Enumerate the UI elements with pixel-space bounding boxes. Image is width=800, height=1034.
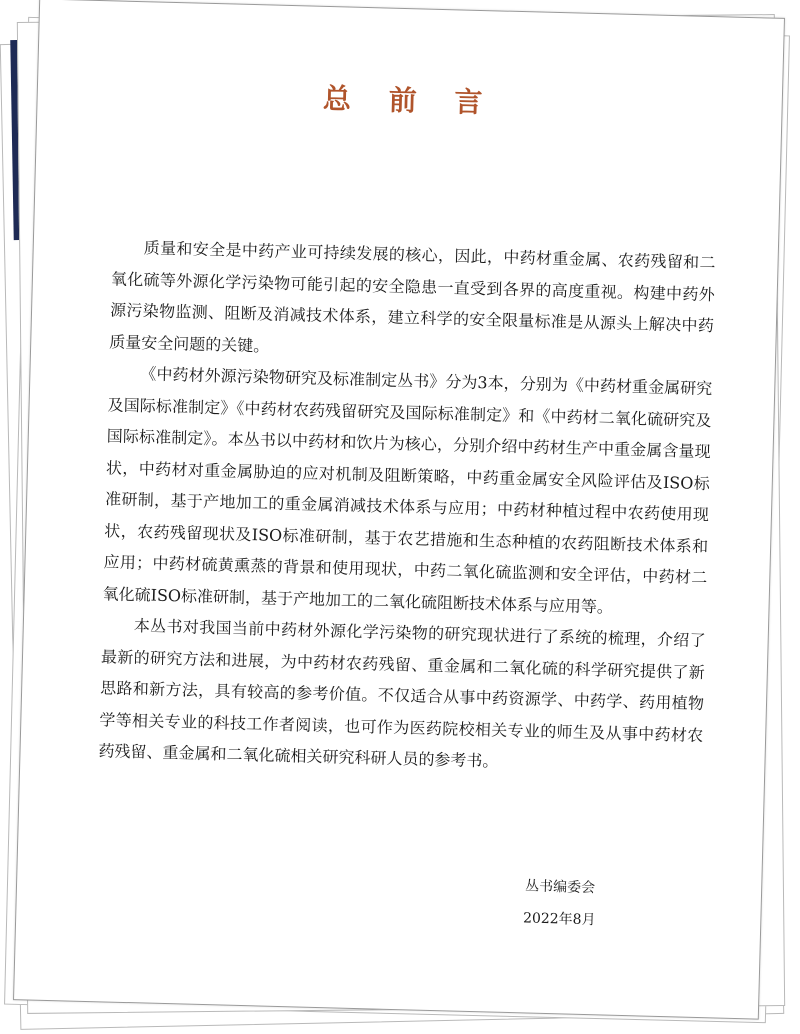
signature-author: 丛书编委会 xyxy=(524,878,596,897)
paragraph: 本丛书对我国当前中药材外源化学污染物的研究现状进行了系统的梳理，介绍了最新的研究方法和进展，为中药材农药残留、重金属和二氧化硫的科学研究提供了新思路和新方法，具有较高的参考价值。不仅适合从事中药资源学、中药学、药用植物学等相关专业的科技工作者阅读，也可作为医药院校相关专业的师生及从事中药材农药残留、重金属和二氧化硫相关研究科研人员的参考书。 xyxy=(98,616,706,771)
preface-body xyxy=(98,231,716,782)
signature-block xyxy=(494,870,626,937)
paragraph: 质量和安全是中药产业可持续发展的核心，因此，中药材重金属、农药残留和二氧化硫等外源化学污染物可能引起的安全隐患一直受到各界的高度重视。构建中药外源污染物监测、阻断及消减技术体系，建立科学的安全限量标准是从源头上解决中药质量安全问题的关键。 xyxy=(109,238,716,356)
page-title: 总 前 言 xyxy=(322,81,497,120)
signature-date: 2022年8月 xyxy=(522,910,596,929)
document-page xyxy=(13,0,785,1020)
paragraph: 《中药材外源污染物研究及标准制定丛书》分为3本，分别为《中药材重金属研究及国际标准制定》《中药材农药残留研究及国际标准制定》和《中药材二氧化硫研究及国际标准制定》。本丛书以中药材和饮片为核心，分别介绍中药材生产中重金属含量现状，中药材对重金属胁迫的应对机制及阻断策略，中药重金属安全风险评估及ISO标准研制，基于产地加工的重金属消减技术体系与应用；中药材种植过程中农药使用现状，农药残留现状及ISO标准研制，基于农艺措施和生态种植的农药阻断技术体系和应用；中药材硫黄熏蒸的背景和使用现状，中药二氧化硫监测和安全评估，中药材二氧化硫ISO标准研制，基于产地加工的二氧化硫阻断技术体系与应用等。 xyxy=(102,364,713,617)
